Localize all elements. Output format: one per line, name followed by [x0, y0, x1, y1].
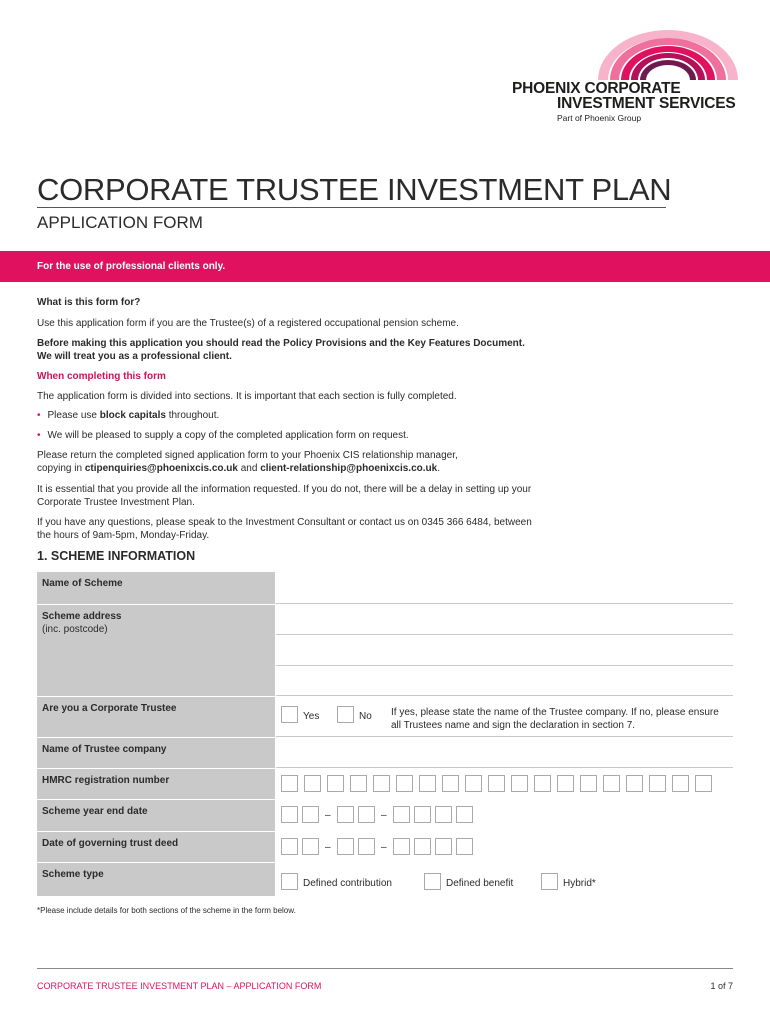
label-scheme-name: [37, 571, 275, 604]
label-corporate-trustee: [37, 696, 275, 737]
date-digit-box[interactable]: [358, 806, 375, 823]
hmrc-digit-box[interactable]: [442, 775, 459, 792]
essential-line-1: It is essential that you provide all the information requested. If you do not, there will be a delay in setting up your: [37, 484, 532, 495]
hmrc-digit-box[interactable]: [672, 775, 689, 792]
corporate-yes-label: Yes: [303, 711, 320, 722]
hybrid-label: Hybrid*: [563, 878, 596, 889]
title-divider: [37, 207, 666, 208]
bullet1-post: throughout.: [165, 410, 220, 421]
corporate-trustee-note: If yes, please state the name of the Trustee company. If no, please ensure all Trustees name and sign the declaration in section 7.: [391, 707, 719, 731]
phoenix-arc-icon: [590, 30, 750, 80]
return-line-1: Please return the completed signed application form to your Phoenix CIS relationship manager,: [37, 450, 458, 461]
hmrc-digit-box[interactable]: [373, 775, 390, 792]
label-scheme-type: [37, 862, 275, 896]
footer-title: CORPORATE TRUSTEE INVESTMENT PLAN – APPLICATION FORM: [37, 981, 322, 991]
label-scheme-name-text: Name of Scheme: [42, 578, 123, 589]
scheme-address-input-1[interactable]: [276, 604, 733, 635]
hmrc-digit-box[interactable]: [419, 775, 436, 792]
hmrc-digit-box[interactable]: [488, 775, 505, 792]
email-ctip-link[interactable]: ctipenquiries@phoenixcis.co.uk: [84, 463, 238, 474]
hmrc-digit-box[interactable]: [557, 775, 574, 792]
label-address-sub: (inc. postcode): [42, 624, 108, 635]
label-corporate-trustee-text: Are you a Corporate Trustee: [42, 703, 177, 714]
date-digit-box[interactable]: [456, 806, 473, 823]
label-hmrc: [37, 768, 275, 799]
date-separator: –: [325, 810, 331, 821]
hmrc-digit-box[interactable]: [281, 775, 298, 792]
date-digit-box[interactable]: [281, 806, 298, 823]
hmrc-digit-box[interactable]: [580, 775, 597, 792]
corporate-no-label: No: [359, 711, 372, 722]
defined-contribution-checkbox[interactable]: [281, 873, 298, 890]
logo-subtitle: Part of Phoenix Group: [557, 113, 642, 123]
date-separator: –: [325, 842, 331, 853]
hmrc-digit-box[interactable]: [327, 775, 344, 792]
date-separator: –: [381, 842, 387, 853]
footer-divider: [37, 968, 733, 969]
essential-line-2: Corporate Trustee Investment Plan.: [37, 497, 195, 508]
date-digit-box[interactable]: [358, 838, 375, 855]
scheme-address-input-3[interactable]: [276, 666, 733, 696]
scheme-address-input-2[interactable]: [276, 635, 733, 666]
hmrc-digit-box[interactable]: [603, 775, 620, 792]
label-trustee-company: [37, 737, 275, 768]
hmrc-digit-box[interactable]: [626, 775, 643, 792]
scheme-name-input[interactable]: [276, 571, 733, 604]
questions-line-1: If you have any questions, please speak to the Investment Consultant or contact us on 0345 366 6484, between: [37, 517, 532, 528]
bullet-block-capitals: • Please use block capitals throughout.: [37, 410, 220, 421]
label-trust-deed-text: Date of governing trust deed: [42, 838, 179, 849]
logo-line-1: PHOENIX CORPORATE: [512, 80, 681, 97]
date-digit-box[interactable]: [393, 838, 410, 855]
date-digit-box[interactable]: [435, 806, 452, 823]
professional-banner: [0, 251, 770, 282]
bullet-copy-request: • We will be pleased to supply a copy of the completed application form on request.: [37, 430, 409, 441]
section-1-heading: 1. SCHEME INFORMATION: [37, 549, 196, 563]
page-number: 1 of 7: [710, 981, 733, 991]
label-hmrc-text: HMRC registration number: [42, 775, 170, 786]
form-label-column: [37, 571, 275, 896]
label-trustee-company-text: Name of Trustee company: [42, 744, 167, 755]
banner-text: For the use of professional clients only.: [37, 261, 226, 272]
hmrc-digit-box[interactable]: [695, 775, 712, 792]
hmrc-digit-box[interactable]: [511, 775, 528, 792]
date-digit-box[interactable]: [302, 838, 319, 855]
hybrid-footnote: *Please include details for both sections of the scheme in the form below.: [37, 906, 296, 915]
return-post: .: [437, 463, 440, 474]
date-digit-box[interactable]: [393, 806, 410, 823]
date-digit-box[interactable]: [414, 806, 431, 823]
date-digit-box[interactable]: [435, 838, 452, 855]
hmrc-digit-box[interactable]: [350, 775, 367, 792]
label-trust-deed: [37, 831, 275, 862]
defined-contribution-label: Defined contribution: [303, 878, 392, 889]
corporate-trustee-row: [276, 696, 733, 737]
bullet1-bold: block capitals: [99, 410, 166, 421]
date-digit-box[interactable]: [337, 806, 354, 823]
label-year-end-text: Scheme year end date: [42, 806, 148, 817]
defined-benefit-checkbox[interactable]: [424, 873, 441, 890]
label-scheme-address-text: Scheme address: [42, 611, 122, 622]
label-scheme-address: [37, 604, 275, 696]
questions-line-2: the hours of 9am-5pm, Monday-Friday.: [37, 530, 210, 541]
date-digit-box[interactable]: [414, 838, 431, 855]
bullet2-text: We will be pleased to supply a copy of the completed application form on request.: [47, 430, 409, 441]
date-digit-box[interactable]: [302, 806, 319, 823]
return-mid: and: [237, 463, 261, 474]
trustee-company-input[interactable]: [276, 737, 733, 768]
label-scheme-type-text: Scheme type: [42, 869, 104, 880]
date-digit-box[interactable]: [281, 838, 298, 855]
what-is-form-body: Use this application form if you are the Trustee(s) of a registered occupational pension scheme.: [37, 318, 459, 329]
notice-line-1: Before making this application you should read the Policy Provisions and the Key Features Document.: [37, 338, 525, 349]
label-year-end: [37, 799, 275, 831]
date-digit-box[interactable]: [456, 838, 473, 855]
email-client-relationship-link[interactable]: client-relationship@phoenixcis.co.uk: [260, 463, 438, 474]
hybrid-checkbox[interactable]: [541, 873, 558, 890]
hmrc-digit-box[interactable]: [396, 775, 413, 792]
hmrc-digit-box[interactable]: [304, 775, 321, 792]
hmrc-digit-box[interactable]: [649, 775, 666, 792]
when-completing-heading: When completing this form: [37, 371, 166, 382]
logo-line-2: INVESTMENT SERVICES: [557, 95, 736, 112]
return-pre: copying in: [37, 463, 85, 474]
date-digit-box[interactable]: [337, 838, 354, 855]
bullet1-pre: Please use: [47, 410, 100, 421]
page-title: CORPORATE TRUSTEE INVESTMENT PLAN: [37, 172, 672, 207]
date-separator: –: [381, 810, 387, 821]
return-line-2: [37, 462, 737, 475]
page-subtitle: APPLICATION FORM: [37, 213, 203, 232]
when-completing-body: The application form is divided into sections. It is important that each section is fully completed.: [37, 391, 457, 402]
defined-benefit-label: Defined benefit: [446, 878, 514, 889]
hmrc-digit-box[interactable]: [534, 775, 551, 792]
phoenix-logo: [500, 30, 750, 130]
what-is-form-heading: What is this form for?: [37, 297, 141, 308]
notice-line-2: We will treat you as a professional client.: [37, 351, 232, 362]
hmrc-digit-box[interactable]: [465, 775, 482, 792]
